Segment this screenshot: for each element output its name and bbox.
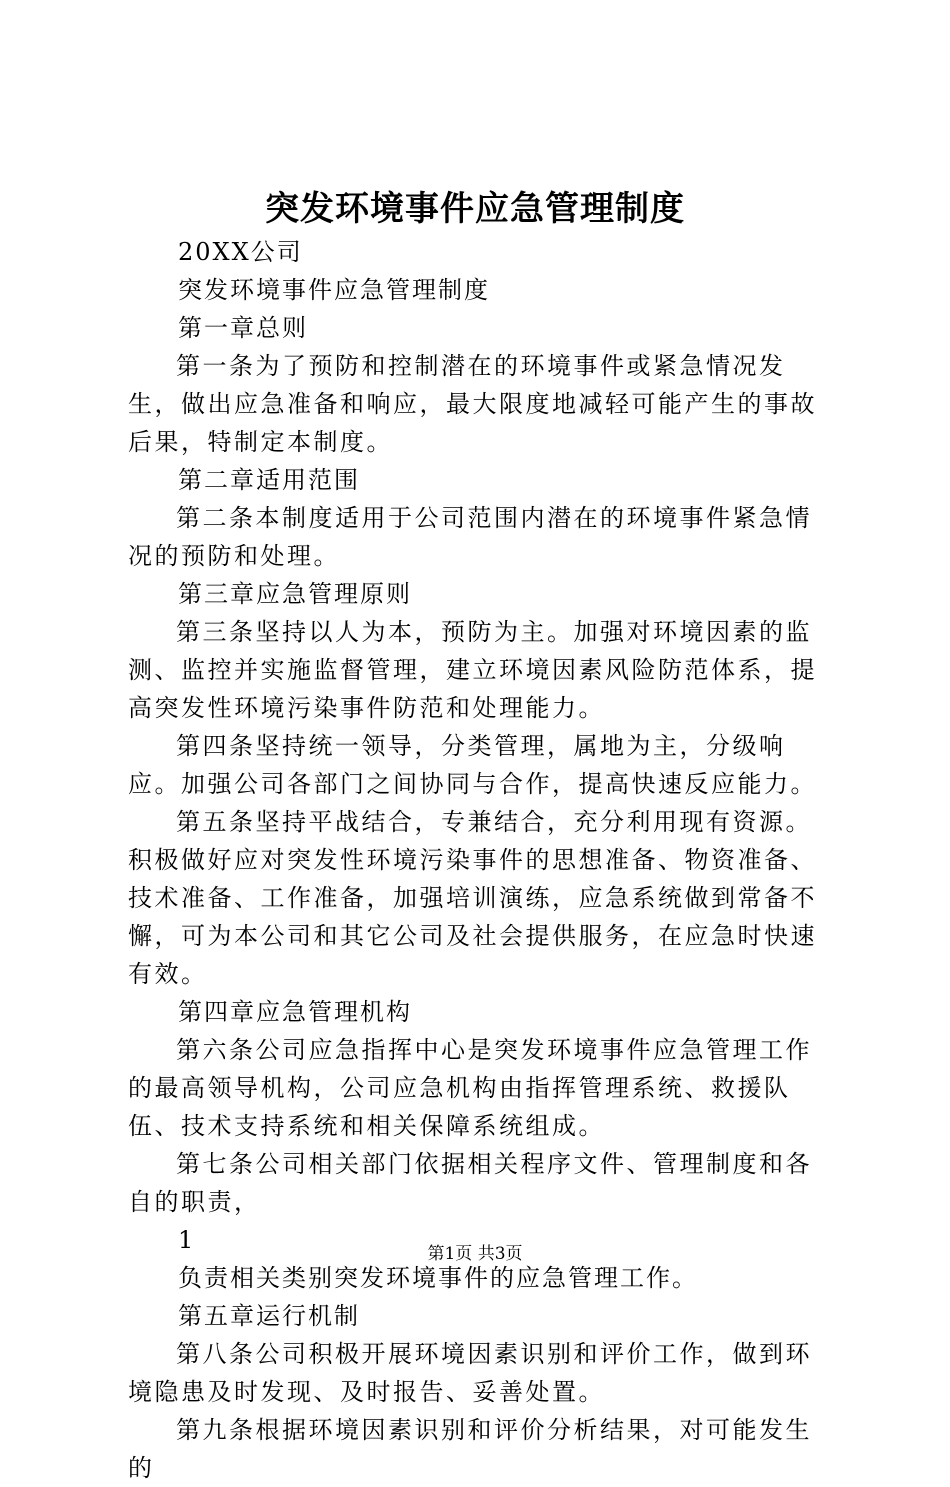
chapter-heading: 第三章应急管理原则 <box>178 580 412 608</box>
page-number-inline: 1 <box>178 1226 196 1254</box>
document-body <box>128 233 832 1487</box>
article-paragraph: 第四条坚持统一领导，分类管理，属地为主，分级响应。加强公司各部门之间协同与合作，提高快速反应能力。 <box>128 732 817 798</box>
article-paragraph: 第三条坚持以人为本，预防为主。加强对环境因素的监测、监控并实施监督管理，建立环境因素风险防范体系，提高突发性环境污染事件防范和处理能力。 <box>128 618 817 722</box>
article-paragraph: 第七条公司相关部门依据相关程序文件、管理制度和各自的职责， <box>128 1150 812 1216</box>
chapter-heading: 第五章运行机制 <box>178 1302 360 1330</box>
chapter-heading: 第一章总则 <box>178 314 308 342</box>
chapter-heading: 第四章应急管理机构 <box>178 998 412 1026</box>
article-paragraph: 第九条根据环境因素识别和评价分析结果，对可能发生的 <box>128 1416 812 1482</box>
continued-line: 负责相关类别突发环境事件的应急管理工作。 <box>178 1264 698 1292</box>
article-paragraph: 第六条公司应急指挥中心是突发环境事件应急管理工作的最高领导机构，公司应急机构由指挥管理系统、救援队伍、技术支持系统和相关保障系统组成。 <box>128 1036 812 1140</box>
chapter-heading: 第二章适用范围 <box>178 466 360 494</box>
company-line: 20XX公司 <box>178 238 303 266</box>
article-paragraph: 第二条本制度适用于公司范围内潜在的环境事件紧急情况的预防和处理。 <box>128 504 812 570</box>
subtitle-line: 突发环境事件应急管理制度 <box>178 276 490 304</box>
article-paragraph: 第八条公司积极开展环境因素识别和评价工作，做到环境隐患及时发现、及时报告、妥善处置。 <box>128 1340 812 1406</box>
article-paragraph: 第五条坚持平战结合，专兼结合，充分利用现有资源。积极做好应对突发性环境污染事件的思想准备、物资准备、技术准备、工作准备，加强培训演练，应急系统做到常备不懈，可为本公司和其它公司及社会提供服务，在应急时快速有效。 <box>128 808 817 988</box>
article-paragraph: 第一条为了预防和控制潜在的环境事件或紧急情况发生，做出应急准备和响应，最大限度地减轻可能产生的事故后果，特制定本制度。 <box>128 352 817 456</box>
document-title: 突发环境事件应急管理制度 <box>265 189 685 229</box>
page-footer: 第1页 共3页 <box>427 1244 523 1264</box>
